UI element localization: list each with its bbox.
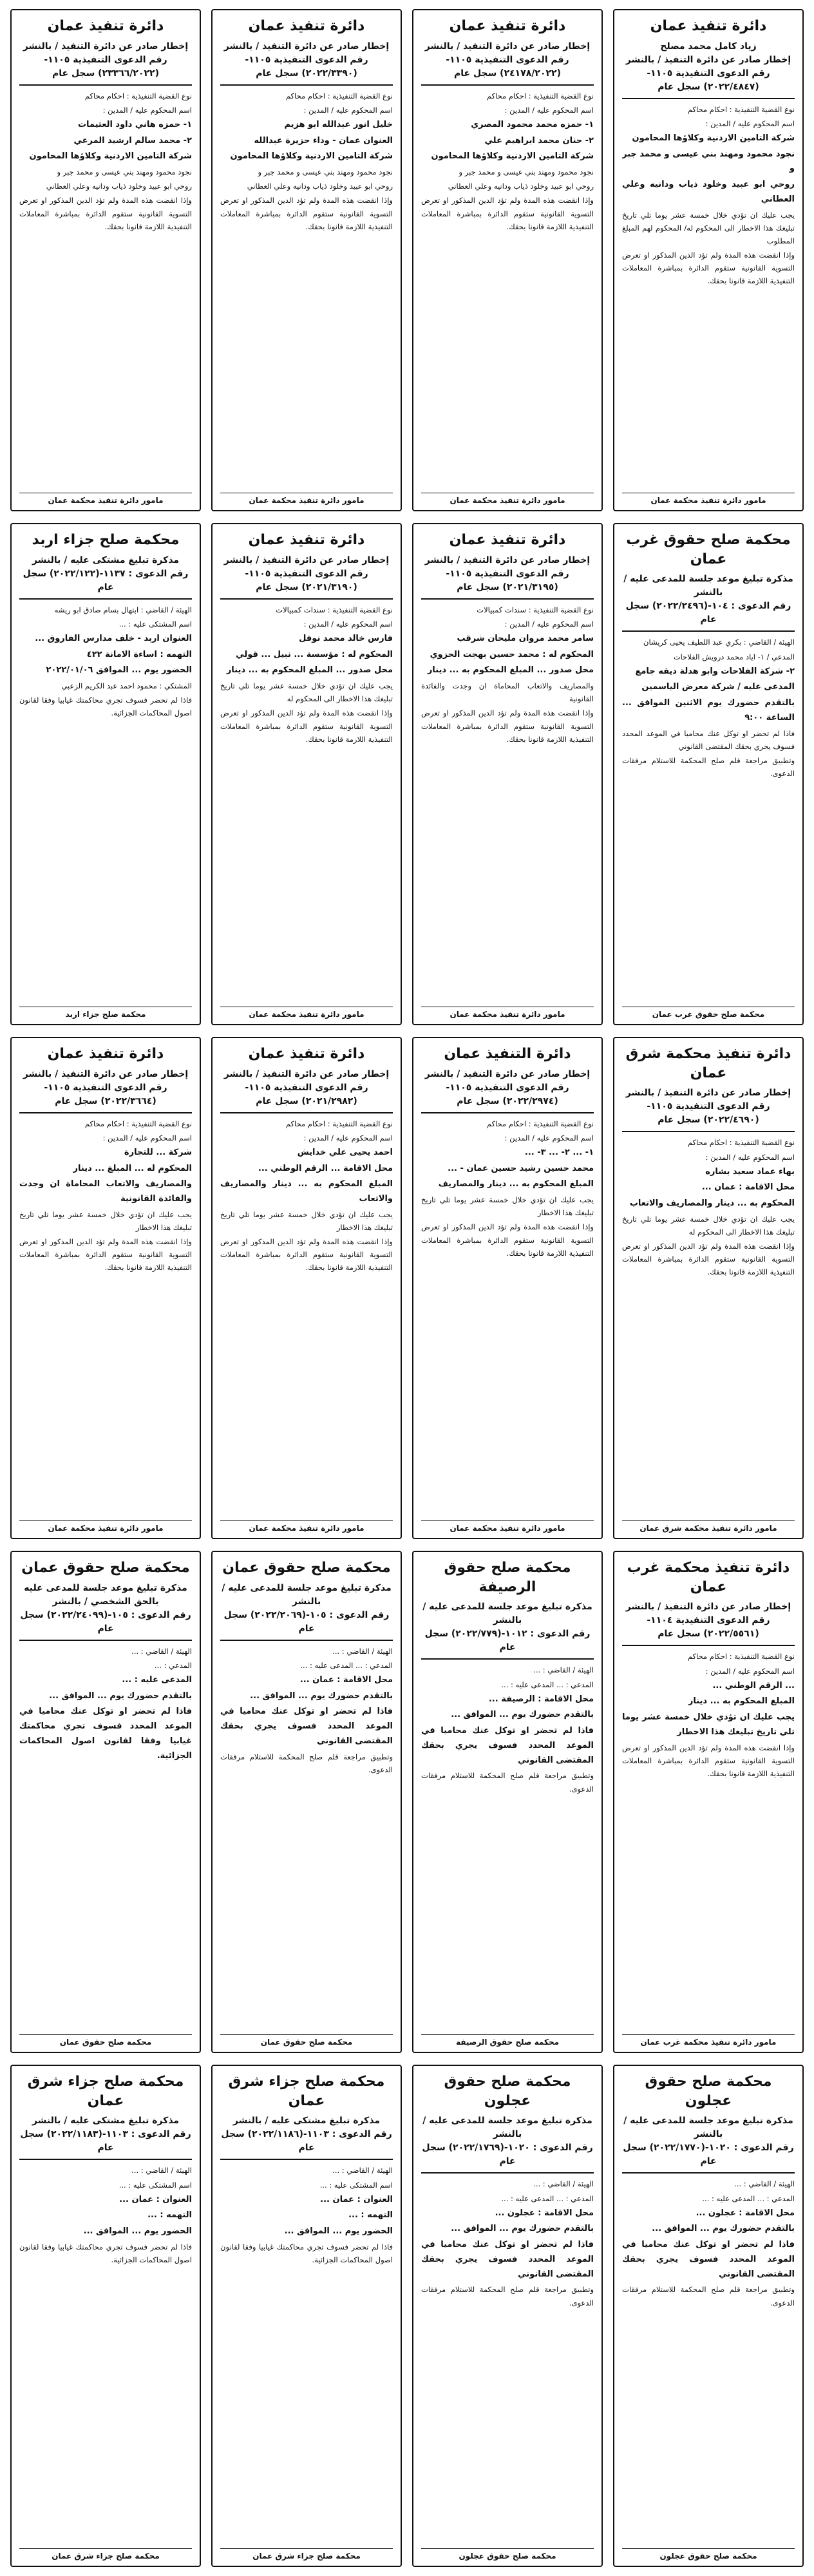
notice-box (211, 1037, 402, 1539)
notice-rule (220, 2159, 393, 2160)
notice-subtitle: مذكرة تبليغ موعد جلسة للمدعى عليه / بالنشر رقم الدعوى : ١٠٥-(٢٠٢٢/٢٠٦٩) سجل عام (222, 1582, 392, 1634)
notice-body-line: المدعي : ... المدعى عليه : ... (501, 1680, 594, 1689)
notice-body-line: اسم المحكوم عليه / المدين : (504, 1133, 594, 1142)
notice-body-line: وإذا انقضت هذه المدة ولم تؤد الدين المذكور او تعرض التسوية القانونية ستقوم الدائرة بمباشرة المعاملات التنفيذية اللازمة قانونا بحقك. (220, 708, 393, 744)
notice-body-line: الهيئة / القاضي : ... (734, 2179, 795, 2189)
notice-signature: مامور دائرة تنفيذ محكمة عمان (622, 493, 795, 505)
notice-title: محكمة صلح حقوق الرصيفة (444, 1560, 571, 1595)
notice-title: محكمة صلح جزاء شرق عمان (228, 2074, 385, 2109)
notice-box (613, 1551, 804, 2053)
notice-subtitle: إخطار صادر عن دائرة التنفيذ / بالنشر رقم الدعوى التنفيذية ١١٠٥-(٢٣٣٦٦/٢٠٢٢) سجل عام (23, 41, 189, 79)
notice-title: محكمة صلح جزاء شرق عمان (27, 2074, 184, 2109)
notice-subtitle: إخطار صادر عن دائرة التنفيذ / بالنشر رقم الدعوى التنفيذية ١١٠٥-(٢٠٢١/٣١٩٥) سجل عام (424, 554, 591, 592)
notice-body-line: الهيئة / القاضي : ... (533, 2179, 594, 2189)
notice-body-line: المبلغ المحكوم به ... دينار والمصاريف (438, 1179, 594, 1189)
notice-body-line: فاذا لم تحضر او توكل عنك محاميا في الموعد المحدد فسوف يجري بحقك المقتضى القانوني (421, 2240, 594, 2279)
notice-body-line: محل الاقامة ... الرقم الوطني ... (258, 1163, 393, 1173)
notice-rule (421, 84, 594, 86)
notice-body-line: فاذا لم تحضر او توكل عنك محاميا في الموعد المحدد فسوف يجري بحقك المقتضى القانوني (220, 1707, 393, 1746)
notice-body-line: فاذا لم تحضر فسوف تجري محاكمتك غيابيا وفقا لقانون اصول المحاكمات الجزائية. (220, 2242, 393, 2264)
notice-box (412, 1551, 603, 2053)
notice-subtitle: مذكرة تبليغ مشتكى عليه / بالنشر رقم الدعوى : ١١٠٣-(٢٠٢٢/١١٨٦) سجل عام (221, 2116, 392, 2154)
notice-body-line: ... الرقم الوطني ... (712, 1680, 795, 1690)
notice-body-line: فاذا لم تحضر او توكل عنك محاميا في الموعد المحدد فسوف يجري بحقك المقتضى القانوني (622, 2240, 795, 2279)
notice-box (10, 1551, 201, 2053)
notice-rule (622, 1131, 795, 1132)
notice-box (211, 1551, 402, 2053)
notice-body-line: وإذا انقضت هذه المدة ولم تؤد الدين المذكور او تعرض التسوية القانونية ستقوم الدائرة بمباشرة المعاملات التنفيذية اللازمة قانونا بحقك. (19, 1237, 192, 1273)
notice-rule (19, 1112, 192, 1113)
notice-body (220, 90, 393, 489)
notice-body-line: نجود محمود ومهند بني عيسى و محمد جبر و (459, 167, 594, 177)
notice-body-line: اسم المشتكى عليه : ... (118, 619, 192, 629)
notice-body-line: يجب عليك ان تؤدي خلال خمسة عشر يوما تلي تاريخ تبليغك هذا الاخطار الى المحكوم له (220, 681, 393, 704)
notice-signature: مامور دائرة تنفيذ محكمة عمان (220, 1007, 393, 1019)
notice-body-line: نجود محمود ومهند بني عيسى و محمد جبر و (258, 167, 393, 177)
notice-signature: مامور دائرة تنفيذ محكمة غرب عمان (622, 2034, 795, 2047)
notice-body-line: فارس خالد محمد نوفل (299, 633, 393, 643)
notice-body-line: بالتقدم حضورك يوم ... الموافق ... (451, 1710, 594, 1720)
notice-body-line: ١- حمزه محمد محمود المصري (471, 119, 594, 129)
notice-title: محكمة صلح حقوق عمان (21, 1560, 190, 1576)
notice-subtitle: إخطار صادر عن دائرة التنفيذ / بالنشر رقم الدعوى التنفيذية ١١٠٥-(٢٠٢٢/٣٦٦٤) سجل عام (23, 1068, 189, 1106)
notice-body-line: اسم المحكوم عليه / المدين : (705, 118, 795, 128)
notice-body-line: بالتقدم حضورك يوم ... الموافق ... (652, 2224, 795, 2234)
notice-body-line: الهيئة / القاضي : ... (332, 1646, 393, 1656)
notice-body-line: ١- حمزه هاني داود العثيمات (77, 119, 192, 129)
notice-rule (220, 1640, 393, 1641)
notice-body-line: نوع القضية التنفيذية : احكام محاكم (84, 1119, 192, 1128)
notice-box (211, 2065, 402, 2567)
notice-body-line: اسم المحكوم عليه / المدين : (705, 1666, 795, 1676)
notice-body-line: اسم المحكوم عليه / المدين : (102, 105, 192, 115)
notice-box (613, 1037, 804, 1539)
notice-rule (622, 1645, 795, 1646)
notice-subtitle: مذكرة تبليغ موعد جلسة للمدعى عليه / بالنشر رقم الدعوى : ١٠٢٠-(٢٠٢٢/١٧٧٠) سجل عام (623, 2116, 794, 2167)
notice-body-line: ٢- حنان محمد ابراهيم علي (484, 135, 594, 146)
notice-signature: مامور دائرة تنفيذ محكمة عمان (220, 1520, 393, 1533)
notice-body-line: الهيئة / القاضي : ... (131, 1646, 192, 1656)
notice-body-line: محل الاقامة : عمان ... (701, 1182, 795, 1193)
notice-body-line: الحضور يوم ... الموافق ... (284, 2226, 393, 2237)
notice-signature: مامور دائرة تنفيذ محكمة عمان (220, 493, 393, 505)
notice-title: دائرة تنفيذ عمان (248, 1046, 365, 1062)
notice-signature: محكمة صلح جزاء شرق عمان (220, 2548, 393, 2561)
notice-subtitle: إخطار صادر عن دائرة التنفيذ / بالنشر رقم الدعوى التنفيذية ١١٠٥-(٢٤١٧٨/٢٠٢٢) سجل عام (424, 41, 591, 79)
notice-subtitle: إخطار صادر عن دائرة التنفيذ / بالنشر رقم الدعوى التنفيذية ١١٠٥-(٢٠٢٢/٢٩٧٤) سجل عام (424, 1068, 591, 1106)
notice-box (613, 9, 804, 511)
notice-subtitle: مذكرة تبليغ مشتكى عليه / بالنشر رقم الدعوى : ١١٠٣-(٢٠٢٢/١١٨٣) سجل عام (20, 2116, 191, 2154)
notice-body-line: بالتقدم حضورك يوم ... الموافق ... (49, 1690, 192, 1701)
notice-body (220, 603, 393, 1003)
notice-title: دائرة تنفيذ محكمة شرق عمان (625, 1046, 791, 1081)
notice-body-line: وتطبيق مراجعة قلم صلح المحكمة للاستلام مرفقات الدعوى. (421, 1771, 594, 1794)
notice-rule (421, 1112, 594, 1113)
notice-signature: مامور دائرة تنفيذ محكمة عمان (19, 1520, 192, 1533)
notice-body-line: ١- ... ٢- ... ٣- ... (524, 1147, 594, 1157)
notice-box (613, 2065, 804, 2567)
notice-body (220, 1117, 393, 1517)
notice-body (19, 2164, 192, 2544)
notice-body-line: نوع القضية التنفيذية : سندات كمبيالات (477, 605, 594, 614)
notice-body-line: الحضور يوم ... الموافق ... (83, 2226, 192, 2237)
notice-body-line: وإذا انقضت هذه المدة ولم تؤد الدين المذكور او تعرض التسوية القانونية ستقوم الدائرة بمباشرة المعاملات التنفيذية اللازمة قانونا بحقك. (421, 1222, 594, 1258)
notice-body-line: شركة التامين الاردنية وكلاؤها المحامون (632, 133, 795, 143)
notice-subtitle: إخطار صادر عن دائرة التنفيذ / بالنشر رقم الدعوى التنفيذية ١١٠٥-(٢٠٢١/٢٩٨٢) سجل عام (223, 1068, 390, 1106)
notice-title: دائرة تنفيذ محكمة غرب عمان (627, 1560, 790, 1595)
notice-body-line: نوع القضية التنفيذية : احكام محاكم (687, 104, 795, 114)
notice-box (412, 1037, 603, 1539)
notice-body-line: وإذا انقضت هذه المدة ولم تؤد الدين المذكور او تعرض التسوية القانونية ستقوم الدائرة بمباشرة المعاملات التنفيذية اللازمة قانونا بحقك. (421, 708, 594, 744)
notice-body-line: فاذا لم تحضر فسوف تجري محاكمتك غيابيا وفقا لقانون اصول المحاكمات الجزائية. (19, 2242, 192, 2264)
notice-body-line: نجود محمود ومهند بني عيسى و محمد جبر و (57, 167, 192, 177)
notice-body-line: وإذا انقضت هذه المدة ولم تؤد الدين المذكور او تعرض التسوية القانونية ستقوم الدائرة بمباشرة المعاملات التنفيذية اللازمة قانونا بحقك. (220, 1237, 393, 1273)
notice-body-line: وإذا انقضت هذه المدة ولم تؤد الدين المذكور او تعرض التسوية القانونية ستقوم الدائرة بمباشرة المعاملات التنفيذية اللازمة قانونا بحقك. (220, 196, 393, 231)
notice-body (622, 2177, 795, 2544)
notice-body-line: روحي ابو عبيد وخلود ذياب ودانيه وعلي العطاني (622, 180, 795, 204)
notice-body-line: فاذا لم تحضر او توكل عنك محاميا في الموعد المحدد فسوف يجري بحقك المقتضى القانوني (421, 1726, 594, 1765)
notice-body-line: المبلغ المحكوم به ... دينار (688, 1696, 795, 1707)
notice-title: دائرة تنفيذ عمان (248, 18, 365, 34)
notice-signature: محكمة صلح حقوق غرب عمان (622, 1007, 795, 1019)
notice-body-line: وإذا انقضت هذه المدة ولم تؤد الدين المذكور او تعرض التسوية القانونية ستقوم الدائرة بمباشرة المعاملات التنفيذية اللازمة قانونا بحقك. (19, 196, 192, 231)
notice-body-line: نوع القضية التنفيذية : احكام محاكم (285, 1119, 393, 1128)
notice-body-line: المدعي : ... المدعى عليه : ... (501, 2193, 594, 2203)
notice-rule (622, 2172, 795, 2174)
notice-body-line: الهيئة / القاضي : ... (131, 2166, 192, 2175)
notice-body-line: محل صدور ... المبلغ المحكوم به ... دينار (226, 665, 393, 676)
notice-body-line: نجود محمود ومهند بني عيسى و محمد جبر و (622, 149, 795, 174)
notice-body (421, 1663, 594, 2031)
notice-signature: محكمة صلح حقوق عمان (19, 2034, 192, 2047)
notice-title: دائرة التنفيذ عمان (444, 1046, 571, 1062)
notice-body-line: الهيئة / القاضي : ... (533, 1665, 594, 1675)
notice-body-line: المدعى عليه : ... (122, 1674, 192, 1685)
notice-body-line: محل الاقامة : عجلون ... (696, 2208, 795, 2218)
notice-body-line: اسم المحكوم عليه / المدين : (102, 1133, 192, 1142)
notice-body-line: والمصاريف والاتعاب المحاماة ان وجدت والفائدة القانونية (421, 681, 594, 704)
notice-title: دائرة تنفيذ عمان (47, 1046, 164, 1062)
notice-rule (622, 98, 795, 99)
notice-rule (622, 630, 795, 632)
notice-body-line: فاذا لم تحضر او توكل عنك محاميا في الموعد المحدد فسوف يجري بحقك المقتضى القانوني (622, 728, 795, 751)
notice-box (211, 9, 402, 511)
notice-body-line: العنوان : عمان ... (320, 2194, 393, 2204)
notice-body-line: ٢- شركة الفلاحات وابو هدلة ديقه جامع (635, 666, 795, 676)
notice-body-line: بالتقدم حضورك يوم ... الموافق ... (250, 1690, 393, 1701)
notice-body-line: التهمه : اساءة الامانة ٤٢٢ (86, 649, 192, 659)
notice-rule (220, 1112, 393, 1113)
notice-box (10, 2065, 201, 2567)
notice-body-line: بهاء عماد سعيد بشاره (705, 1166, 795, 1177)
notice-box (412, 2065, 603, 2567)
notice-rule (19, 2159, 192, 2160)
notice-body (622, 1650, 795, 2031)
notice-signature: مامور دائرة تنفيذ محكمة عمان (19, 493, 192, 505)
notice-body-line: روحي ابو عبيد وخلود ذياب ودانيه وعلي العطاني (247, 182, 393, 191)
notice-rule (19, 84, 192, 86)
notice-body-line: وتطبيق مراجعة قلم صلح المحكمة للاستلام مرفقات الدعوى. (421, 2285, 594, 2307)
notice-body-line: فاذا لم تحضر او توكل عنك محاميا في الموعد المحدد فسوف تجري محاكمتك غيابيا وفقا لقانون اصول المحاكمات الجزائية. (19, 1707, 192, 1761)
notice-body-line: نوع القضية التنفيذية : احكام محاكم (486, 91, 594, 100)
notice-body-line: الهيئة / القاضي : ابتهال بسام صادق ابو ريشه (54, 605, 192, 614)
notice-body-line: الهيئة / القاضي : ... (332, 2166, 393, 2175)
notice-body-line: وتطبيق مراجعة قلم صلح المحكمة للاستلام مرفقات الدعوى. (622, 2285, 795, 2307)
notice-subtitle: مذكرة تبليغ موعد جلسة للمدعى عليه بالحق الشخصي / بالنشر رقم الدعوى : ١٠٥-(٢٠٢٢/٢٤٠٩٩) سجل عام (20, 1582, 191, 1634)
notice-body-line: فاذا لم تحضر فسوف تجري محاكمتك غيابيا وفقا لقانون اصول المحاكمات الجزائية. (19, 696, 192, 718)
notice-body (19, 603, 192, 1003)
notice-body-line: يجب عليك ان تؤدي خلال خمسة عشر يوما تلي تاريخ تبليغك هذا الاخطار (622, 1712, 795, 1737)
notice-body (220, 2164, 393, 2544)
notice-subtitle: إخطار صادر عن دائرة التنفيذ / بالنشر رقم الدعوى التنفيذية ١١٠٤-(٢٠٢٢/٥٥٦١) سجل عام (625, 1602, 791, 1640)
notice-body-line: المحكوم به ... دينار والمصاريف والاتعاب (629, 1198, 795, 1209)
notice-body (421, 90, 594, 489)
notice-body (622, 103, 795, 489)
notice-subtitle: إخطار صادر عن دائرة التنفيذ / بالنشر رقم الدعوى التنفيذية ١١٠٥-(٢٠٢٢/٤٦٩٠) سجل عام (625, 1088, 791, 1126)
notice-title: محكمة صلح حقوق عجلون (444, 2074, 571, 2109)
notice-title: دائرة تنفيذ عمان (449, 532, 566, 548)
notice-body-line: محمد حسين رشيد حسين عمان - ... (448, 1163, 594, 1173)
notice-signature: محكمة صلح جزاء شرق عمان (19, 2548, 192, 2561)
notice-body-line: المدعي / ١- اياد محمد درويش الفلاحات (673, 652, 795, 661)
notice-body-line: المشتكي : محمود احمد عبد الكريم الزعبي (61, 681, 192, 691)
notice-body-line: يجب عليك ان تؤدي خلال خمسة عشر يوما تلي تاريخ تبليغك هذا الاخطار الى المحكوم له (622, 1214, 795, 1236)
notice-body-line: اسم المحكوم عليه / المدين : (504, 619, 594, 629)
notice-body-line: نوع القضية التنفيذية : احكام محاكم (687, 1138, 795, 1148)
notice-rule (421, 2172, 594, 2174)
notice-body (622, 636, 795, 1003)
notice-body-line: المحكوم له : مؤسسة ... نبيل ... قولي (236, 649, 393, 659)
notice-signature: محكمة صلح حقوق عمان (220, 2034, 393, 2047)
notice-body-line: والمصاريف والاتعاب المحاماة ان وجدت والفائدة القانونية (19, 1179, 192, 1204)
notice-body-line: التهمه : ... (147, 2210, 192, 2221)
notice-body-line: اسم المحكوم عليه / المدين : (303, 619, 393, 629)
notice-body-line: اسم المشتكى عليه : ... (319, 2180, 393, 2190)
notice-subtitle: مذكرة تبليغ موعد جلسة للمدعى عليه / بالنشر رقم الدعوى : ١٠١٢-(٢٠٢٢/٧٧٩) سجل عام (422, 1602, 592, 1653)
notice-body-line: روحي ابو عبيد وخلود ذياب ودانيه وعلي العطاني (448, 182, 594, 191)
notice-body-line: محل الاقامة : عمان ... (299, 1674, 393, 1685)
notice-body-line: اسم المحكوم عليه / المدين : (303, 1133, 393, 1142)
notice-title: محكمة صلح جزاء اربد (32, 532, 180, 548)
notice-body-line: محل صدور ... المبلغ المحكوم به ... دينار (427, 665, 594, 676)
notice-body-line: روحي ابو عبيد وخلود ذياب ودانيه وعلي العطاني (46, 182, 192, 191)
notice-body-line: شركة ... للتجارة (124, 1147, 192, 1157)
notice-body-line: شركة التامين الاردنية وكلاؤها المحامون (431, 151, 594, 162)
notice-body (421, 603, 594, 1003)
notice-body-line: وإذا انقضت هذه المدة ولم تؤد الدين المذكور او تعرض التسوية القانونية ستقوم الدائرة بمباشرة المعاملات التنفيذية اللازمة قانونا بحقك. (622, 1242, 795, 1277)
notice-box (211, 523, 402, 1025)
notice-body-line: ٢- محمد سالم ارشيد المرعي (73, 135, 192, 146)
notice-body-line: نوع القضية التنفيذية : احكام محاكم (486, 1119, 594, 1128)
notice-body-line: الحضور يوم ... الموافق ٢٠٢٢/٠١/٠٦ (46, 665, 192, 676)
notice-body-line: اسم المشتكى عليه : ... (118, 2180, 192, 2190)
notice-body-line: العنوان عمان - وداء حزيرة عبدالله (254, 135, 393, 146)
notice-signature: محكمة صلح حقوق الرصيفة (421, 2034, 594, 2047)
notice-body-line: وتطبيق مراجعة قلم صلح المحكمة للاستلام مرفقات الدعوى. (220, 1752, 393, 1774)
notice-body-line: نوع القضية التنفيذية : احكام محاكم (687, 1652, 795, 1662)
notice-body-line: المحكوم له : محمد حسين بهجت الحزوي (430, 649, 594, 659)
notice-body-line: محل الاقامة : الرصيفة ... (488, 1694, 594, 1704)
notice-box (613, 523, 804, 1025)
notice-box (10, 9, 201, 511)
notice-subtitle: زياد كامل محمد مصلح إخطار صادر عن دائرة التنفيذ / بالنشر رقم الدعوى التنفيذية ١١٠٥-(٢٠٢٢/٤٨٤٧) سجل عام (625, 41, 791, 92)
notice-body-line: الهيئة / القاضي : بكري عبد اللطيف يحيى كريشان (643, 638, 795, 647)
notice-rule (421, 598, 594, 600)
notice-body-line: نوع القضية التنفيذية : سندات كمبيالات (276, 605, 393, 614)
notice-body-line: المدعى عليه / شركة معرض الياسمين (641, 682, 795, 692)
notice-title: محكمة صلح حقوق غرب عمان (626, 532, 791, 567)
notice-title: دائرة تنفيذ عمان (248, 532, 365, 548)
notice-signature: مامور دائرة تنفيذ محكمة عمان (421, 1520, 594, 1533)
notice-body-line: العنوان اربد - خلف مدارس الفاروق ... (35, 633, 192, 643)
notice-body-line: وإذا انقضت هذه المدة ولم تؤد الدين المذكور او تعرض التسوية القانونية ستقوم الدائرة بمباشرة المعاملات التنفيذية اللازمة قانونا بحقك. (421, 196, 594, 231)
notice-body-line: المدعي : ... (155, 1660, 192, 1670)
notice-body-line: سامر محمد مروان مليحان شرقب (457, 633, 594, 643)
notice-box (412, 523, 603, 1025)
notice-box (412, 9, 603, 511)
notice-body-line: المدعي : ... المدعى عليه : ... (702, 2193, 795, 2203)
notice-subtitle: إخطار صادر عن دائرة التنفيذ / بالنشر رقم الدعوى التنفيذية ١١٠٥-(٢٠٢٢/٣٣٩٠) سجل عام (223, 41, 390, 79)
notice-body-line: نوع القضية التنفيذية : احكام محاكم (84, 91, 192, 100)
notice-body-line: المدعي : ... المدعى عليه : ... (300, 1660, 393, 1670)
notice-subtitle: مذكرة تبليغ موعد جلسة للمدعى عليه / بالنشر رقم الدعوى : ١٠٤-(٢٠٢٢/٢٤٩٦) سجل عام (623, 574, 793, 625)
notice-signature: مامور دائرة تنفيذ محكمة عمان (421, 493, 594, 505)
notice-title: دائرة تنفيذ عمان (47, 18, 164, 34)
notice-body-line: وإذا انقضت هذه المدة ولم تؤد الدين المذكور او تعرض التسوية القانونية ستقوم الدائرة بمباشرة المعاملات التنفيذية اللازمة قانونا بحقك. (622, 251, 795, 286)
notice-body (622, 1136, 795, 1517)
notice-box (10, 523, 201, 1025)
notice-body-line: بالتقدم حضورك يوم ... الموافق ... (451, 2224, 594, 2234)
notice-subtitle: مذكرة تبليغ موعد جلسة للمدعى عليه / بالنشر رقم الدعوى : ١٠٢٠-(٢٠٢٢/١٧٦٩) سجل عام (422, 2116, 593, 2167)
notice-body-line: اسم المحكوم عليه / المدين : (705, 1152, 795, 1162)
notice-signature: مامور دائرة تنفيذ محكمة عمان (421, 1007, 594, 1019)
notice-body (19, 1645, 192, 2031)
notice-signature: محكمة صلح حقوق عجلون (622, 2548, 795, 2561)
notice-body-line: شركة التامين الاردنية وكلاؤها المحامون (29, 151, 192, 162)
notice-body (421, 1117, 594, 1517)
notice-body-line: وتطبيق مراجعة قلم صلح المحكمة للاستلام مرفقات الدعوى. (622, 755, 795, 778)
notice-body-line: يجب عليك ان تؤدي خلال خمسة عشر يوما تلي تاريخ تبليغك هذا الاخطار (220, 1209, 393, 1233)
notice-body (19, 1117, 192, 1517)
notice-body-line: خليل انور عبدالله ابو هزيم (284, 119, 393, 129)
notice-body-line: يجب عليك ان تؤدي خلال خمسة عشر يوما تلي تاريخ تبليغك هذا الاخطار الى المحكوم له/ المحكوم لهم المبلغ المطلوب (622, 210, 795, 245)
notice-body (421, 2177, 594, 2544)
notice-body-line: التهمه : ... (348, 2210, 393, 2221)
notice-signature: محكمة صلح حقوق عجلون (421, 2548, 594, 2561)
notice-subtitle: إخطار صادر عن دائرة التنفيذ / بالنشر رقم الدعوى التنفيذية ١١٠٥-(٢٠٢١/٣١٩٠) سجل عام (223, 554, 390, 592)
notice-body-line: وإذا انقضت هذه المدة ولم تؤد الدين المذكور او تعرض التسوية القانونية ستقوم الدائرة بمباشرة المعاملات التنفيذية اللازمة قانونا بحقك. (622, 1743, 795, 1778)
notice-body-line: يجب عليك ان تؤدي خلال خمسة عشر يوما تلي تاريخ تبليغك هذا الاخطار (421, 1195, 594, 1218)
notice-title: دائرة تنفيذ عمان (650, 18, 767, 34)
notice-body-line: بالتقدم حضورك يوم الاثنين الموافق ... الساعة ٩:٠٠ (622, 698, 795, 723)
notice-body-line: شركة التامين الاردنية وكلاؤها المحامون (230, 151, 393, 162)
notice-body-line: المبلغ المحكوم به ... دينار والمصاريف والاتعاب (220, 1179, 393, 1204)
notice-rule (19, 598, 192, 600)
notice-title: محكمة صلح حقوق عجلون (645, 2074, 772, 2109)
notice-body-line: اسم المحكوم عليه / المدين : (504, 105, 594, 115)
notice-body-line: نوع القضية التنفيذية : احكام محاكم (285, 91, 393, 100)
notice-box (10, 1037, 201, 1539)
notice-rule (19, 1640, 192, 1641)
notice-title: دائرة تنفيذ عمان (449, 18, 566, 34)
notice-body-line: المحكوم له ... المبلغ ... دينار (73, 1163, 192, 1173)
notice-subtitle: مذكرة تبليغ مشتكى عليه / بالنشر رقم الدعوى : ١١٣٧-(٢٠٢٢/١٢٢) سجل عام (23, 554, 189, 592)
notice-signature: مامور دائرة تنفيذ محكمة شرق عمان (622, 1520, 795, 1533)
notice-signature: محكمة صلح جزاء اربد (19, 1007, 192, 1019)
notice-body (19, 90, 192, 489)
notice-body (220, 1645, 393, 2031)
notice-body-line: العنوان : عمان ... (119, 2194, 192, 2204)
notice-rule (421, 1658, 594, 1660)
notice-body-line: محل الاقامة : عجلون ... (495, 2208, 594, 2218)
notice-body-line: اسم المحكوم عليه / المدين : (303, 105, 393, 115)
notice-body-line: يجب عليك ان تؤدي خلال خمسة عشر يوما تلي تاريخ تبليغك هذا الاخطار (19, 1209, 192, 1233)
notice-rule (220, 84, 393, 86)
notice-title: محكمة صلح حقوق عمان (222, 1560, 391, 1576)
notice-rule (220, 598, 393, 600)
notice-body-line: احمد يحيى علي خدايش (297, 1147, 393, 1157)
